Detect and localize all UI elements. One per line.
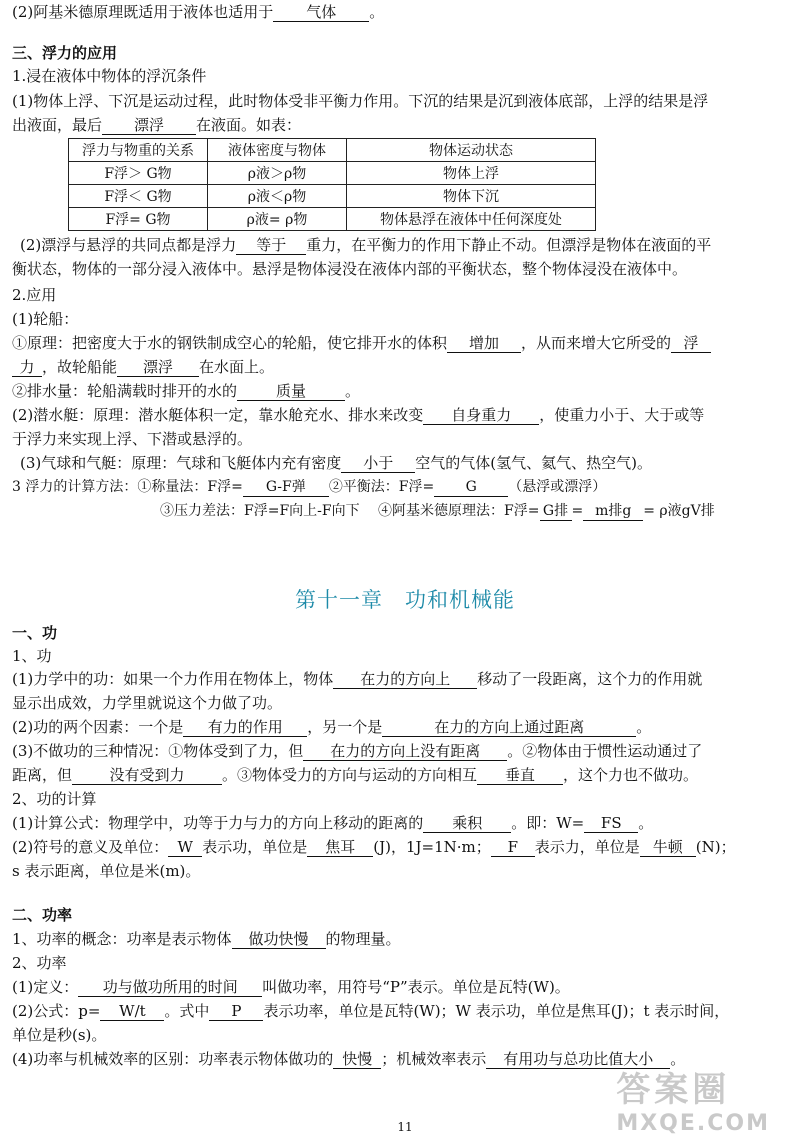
answer-blank: P <box>209 1002 263 1021</box>
text-line: ②排水量：轮船满载时排开的水的 质量 。 <box>12 382 361 400</box>
answer-blank: m排g <box>583 502 643 521</box>
table-cell: F浮＜ G物 <box>69 185 208 208</box>
answer-blank: 功与做功所用的时间 <box>78 978 262 997</box>
table-cell: ρ液＜ρ物 <box>208 185 347 208</box>
answer-blank: F <box>491 838 535 857</box>
answer-blank: W <box>168 838 202 857</box>
table-header-cell: 浮力与物重的关系 <box>69 139 208 162</box>
table-cell: 物体悬浮在液体中任何深度处 <box>347 208 596 231</box>
text-line: ①原理：把密度大于水的钢铁制成空心的轮船，使它排开水的体积 增加 ，从而来增大它所受的 浮 <box>12 332 784 354</box>
text-line: 距离，但 没有受到力 。③物体受力的方向与运动的方向相互 垂直 ，这个力也不做功。 <box>12 766 699 784</box>
answer-blank: 在力的方向上通过距离 <box>382 718 636 737</box>
table-cell: F浮＞ G物 <box>69 162 208 185</box>
text-line: (1)轮船： <box>12 310 79 328</box>
answer-blank: 垂直 <box>477 766 563 785</box>
answer-blank: 有力的作用 <box>183 718 307 737</box>
answer-blank: 漂浮 <box>102 116 196 135</box>
text-line: (1)物体上浮、下沉是运动过程，此时物体受非平衡力作用。下沉的结果是沉到液体底部，上浮的结果是浮 <box>12 92 709 110</box>
table-header-cell: 物体运动状态 <box>347 139 596 162</box>
text-line: 1、功 <box>12 647 52 665</box>
answer-blank: FS <box>584 814 638 833</box>
text-line: 衡状态，物体的一部分浸入液体中。悬浮是物体浸没在液体内部的平衡状态，整个物体浸没在液体中。 <box>12 260 688 278</box>
text-line: (3)气球和气艇：原理：气球和飞艇体内充有密度 小于 空气的气体(氢气、氦气、热空气)。 <box>20 454 652 472</box>
answer-blank: G-F弹 <box>243 478 329 497</box>
table-cell: ρ液＞ρ物 <box>208 162 347 185</box>
answer-blank: 浮 <box>671 334 711 353</box>
text-line: (2)符号的意义及单位： W 表示功，单位是 焦耳 (J)，1J=1N·m； F 表示力，单位是 牛顿 (N)； <box>12 838 736 856</box>
answer-blank: 快慢 <box>333 1050 381 1069</box>
text-line: (4)功率与机械效率的区别：功率表示物体做功的 快慢 ；机械效率表示 有用功与总功比值大小 。 <box>12 1050 686 1068</box>
table-row <box>69 162 596 185</box>
answer-blank: G <box>434 478 508 497</box>
text-line: (3)不做功的三种情况：①物体受到了力，但 在力的方向上没有距离 。②物体由于惯性运动通过了 <box>12 742 703 760</box>
text-line: 1、功率的概念：功率是表示物体 做功快慢 的物理量。 <box>12 930 401 948</box>
text-line: s 表示距离，单位是米(m)。 <box>12 862 201 880</box>
table-row <box>69 185 596 208</box>
text-line: (2)阿基米德原理既适用于液体也适用于 气体 。 <box>12 3 385 21</box>
text-line: ③压力差法：F浮=F向上-F向下 ④阿基米德原理法：F浮= G排 = m排g = ρ液gV排 <box>160 503 715 519</box>
text-line: (2)漂浮与悬浮的共同点都是浮力 等于 重力，在平衡力的作用下静止不动。但漂浮是物体在液面的平 <box>20 236 712 254</box>
text-line: (1)定义： 功与做功所用的时间 叫做功率，用符号“P”表示。单位是瓦特(W)。 <box>12 978 570 996</box>
buoyancy-table <box>68 138 596 231</box>
table-cell: F浮= G物 <box>69 208 208 231</box>
answer-blank: 质量 <box>237 382 345 401</box>
watermark-logo-text: 答案圈 <box>616 1070 731 1110</box>
answer-blank: 增加 <box>447 334 521 353</box>
text-line: 单位是秒(s)。 <box>12 1026 107 1044</box>
answer-blank: W/t <box>100 1002 164 1021</box>
answer-blank: 在力的方向上没有距离 <box>303 742 507 761</box>
watermark-url: MXQE.COM <box>616 1111 770 1136</box>
answer-blank: 气体 <box>273 3 369 22</box>
answer-blank: 焦耳 <box>307 838 373 857</box>
answer-blank: G排 <box>540 502 572 521</box>
section-heading: 三、浮力的应用 <box>12 44 118 62</box>
answer-blank: 力 <box>12 358 42 377</box>
text-line: 1.浸在液体中物体的浮沉条件 <box>12 67 207 85</box>
text-line: 显示出成效，力学里就说这个力做了功。 <box>12 694 283 712</box>
answer-blank: 自身重力 <box>423 406 539 425</box>
text-line: (2)功的两个因素：一个是 有力的作用 ，另一个是 在力的方向上通过距离 。 <box>12 718 652 736</box>
answer-blank: 做功快慢 <box>232 930 326 949</box>
answer-blank: 牛顿 <box>640 838 696 857</box>
table-header-row <box>69 139 596 162</box>
answer-blank: 漂浮 <box>117 358 199 377</box>
text-line: 2.应用 <box>12 286 57 304</box>
text-line: 2、功的计算 <box>12 790 97 808</box>
chapter-title: 第十一章 功和机械能 <box>295 588 515 612</box>
text-line: 2、功率 <box>12 954 67 972</box>
section-heading: 二、功率 <box>12 906 73 924</box>
answer-blank: 有用功与总功比值大小 <box>486 1050 670 1069</box>
table-header-cell: 液体密度与物体 <box>208 139 347 162</box>
table-cell: 物体下沉 <box>347 185 596 208</box>
text-line: (2)公式：p= W/t 。式中 P 表示功率，单位是瓦特(W)；W 表示功，单位是焦耳(J)；t 表示时间， <box>12 1002 730 1020</box>
answer-blank: 没有受到力 <box>72 766 222 785</box>
text-line: 3 浮力的计算方法：①称量法：F浮= G-F弹 ②平衡法：F浮= G （悬浮或漂浮） <box>12 479 607 495</box>
text-line: (1)计算公式：物理学中，功等于力与力的方向上移动的距离的 乘积 。即：W= FS 。 <box>12 814 654 832</box>
answer-blank: 小于 <box>341 454 415 473</box>
text-line: (2)潜水艇：原理：潜水艇体积一定，靠水舱充水、排水来改变 自身重力 ，使重力小于、大于或等 <box>12 406 705 424</box>
section-heading: 一、功 <box>12 624 58 642</box>
text-line: 出液面，最后 漂浮 在液面。如表： <box>12 116 302 134</box>
answer-blank: 乘积 <box>423 814 511 833</box>
text-line: 力 ，故轮船能 漂浮 在水面上。 <box>12 356 784 378</box>
text-line: 于浮力来实现上浮、下潜或悬浮的。 <box>12 430 253 448</box>
answer-blank: 等于 <box>236 236 306 255</box>
page-number: 11 <box>397 1120 413 1134</box>
text-line: (1)力学中的功：如果一个力作用在物体上，物体 在力的方向上 移动了一段距离，这个力的作用就 <box>12 670 703 688</box>
table-cell: 物体上浮 <box>347 162 596 185</box>
table-row <box>69 208 596 231</box>
table-cell: ρ液= ρ物 <box>208 208 347 231</box>
answer-blank: 在力的方向上 <box>333 670 477 689</box>
